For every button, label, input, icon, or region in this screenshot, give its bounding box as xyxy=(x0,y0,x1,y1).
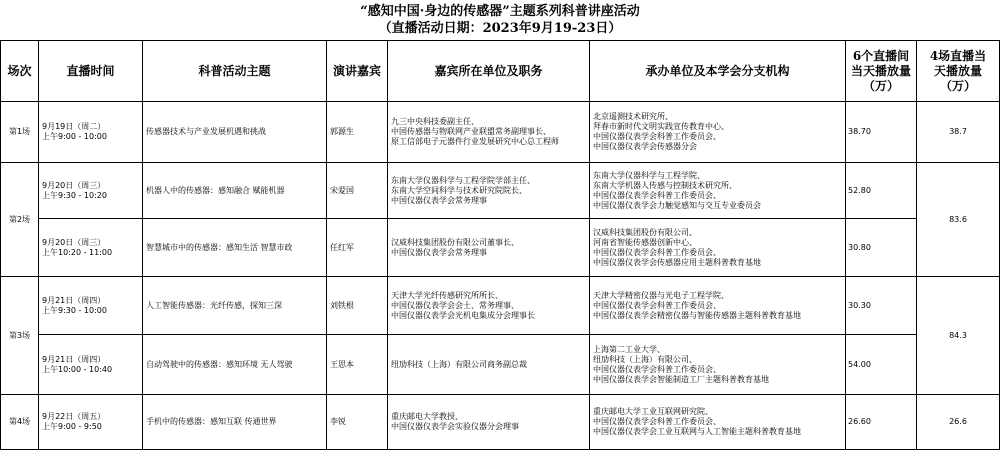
date-text: 9月20日（周三） xyxy=(42,180,106,190)
time-text: 上午9:00 - 9:50 xyxy=(42,422,102,431)
organizer-line: 汉威科技集团股份有限公司、 xyxy=(593,227,697,237)
organizer-line: 中国仪器仪表学会传感器应用主题科普教育基地 xyxy=(593,257,761,267)
time-text: 上午10:00 - 10:40 xyxy=(42,364,113,374)
affiliation-cell xyxy=(388,335,590,395)
col-total-line: 4场直播当 xyxy=(929,48,987,63)
session-cell: 第1场 xyxy=(1,102,39,163)
col-views-line: 当天播放量 xyxy=(850,63,911,78)
organizer-line: 东南大学仪器科学与工程学院、 xyxy=(593,170,705,180)
date-text: 9月20日（周三） xyxy=(42,237,106,247)
speaker-cell: 任红军 xyxy=(327,219,388,277)
speaker-cell: 王思本 xyxy=(327,335,388,395)
organizer-line: 拜春市新时代文明实践宣传教育中心、 xyxy=(593,122,729,131)
views-cell: 26.60 xyxy=(846,395,917,450)
time-text: 上午10:20 - 11:00 xyxy=(42,247,113,257)
organizer-line: 重庆邮电大学工业互联网研究院、 xyxy=(593,407,713,416)
total-cell: 26.6 xyxy=(917,395,1000,450)
organizer-line: 中国仪器仪表学会力触觉感知与交互专业委员会 xyxy=(593,200,761,210)
organizer-cell xyxy=(590,335,846,395)
organizer-cell xyxy=(590,102,846,163)
affiliation-line: 天津大学光纤传感研究所所长、 xyxy=(391,290,503,300)
total-cell: 38.7 xyxy=(917,102,1000,163)
time-cell xyxy=(39,335,143,395)
affiliation-line: 九三中央科技委副主任、 xyxy=(391,117,479,126)
col-total-line: （万） xyxy=(939,78,976,93)
affiliation-line: 中国仪器仪表学会常务理事 xyxy=(391,247,487,257)
affiliation-line: 中国传感器与物联网产业联盟常务副理事长、 xyxy=(391,127,551,136)
session-cell: 第4场 xyxy=(1,395,39,450)
topic-cell: 手机中的传感器：感知互联 传通世界 xyxy=(143,395,327,450)
organizer-line: 中国仪器仪表学会工业互联网与人工智能主题科普教育基地 xyxy=(593,427,801,436)
col-organizer: 承办单位及本学会分支机构 xyxy=(590,41,846,102)
organizer-cell xyxy=(590,277,846,335)
date-text: 9月22日（周五） xyxy=(42,412,106,421)
speaker-cell: 刘铁根 xyxy=(327,277,388,335)
document-title: “感知中国·身边的传感器”主题系列科普讲座活动 xyxy=(360,4,640,19)
topic-cell: 智慧城市中的传感器：感知生活 智慧市政 xyxy=(143,219,327,277)
affiliation-line: 汉威科技集团股份有限公司董事长、 xyxy=(391,237,519,247)
organizer-line: 中国仪器仪表学会传感器分会 xyxy=(593,142,697,151)
time-cell xyxy=(39,395,143,450)
organizer-line: 中国仪器仪表学会科普工作委员会、 xyxy=(593,417,721,426)
views-cell: 30.30 xyxy=(846,277,917,335)
topic-cell: 机器人中的传感器：感知融合 赋能机器 xyxy=(143,163,327,219)
affiliation-line: 东南大学仪器科学与工程学院学部主任、 xyxy=(391,175,535,185)
organizer-line: 东南大学机器人传感与控制技术研究所、 xyxy=(593,180,737,190)
topic-cell: 传感器技术与产业发展机遇和挑战 xyxy=(143,102,327,163)
affiliation-line: 中国仪器仪表学会实验仪器分会理事 xyxy=(391,422,519,431)
organizer-line: 中国仪器仪表学会科普工作委员会、 xyxy=(593,190,721,200)
time-text: 上午9:30 - 10:20 xyxy=(42,190,107,200)
session-cell: 第2场 xyxy=(1,163,39,277)
organizer-line: 天津大学精密仪器与光电子工程学院、 xyxy=(593,290,729,300)
views-cell: 54.00 xyxy=(846,335,917,395)
affiliation-cell xyxy=(388,102,590,163)
views-cell: 52.80 xyxy=(846,163,917,219)
col-total xyxy=(917,41,1000,102)
organizer-line: 上海第二工业大学、 xyxy=(593,344,665,354)
speaker-cell: 郭源生 xyxy=(327,102,388,163)
topic-cell: 自动驾驶中的传感器：感知环境 无人驾驶 xyxy=(143,335,327,395)
date-text: 9月21日（周四） xyxy=(42,354,106,364)
speaker-cell: 宋爱国 xyxy=(327,163,388,219)
organizer-line: 中国仪器仪表学会科普工作委员会、 xyxy=(593,300,721,310)
affiliation-cell xyxy=(388,277,590,335)
table-row xyxy=(1,219,1000,277)
table-row xyxy=(1,163,1000,219)
total-cell: 83.6 xyxy=(917,163,1000,277)
affiliation-line: 中国仪器仪表学会常务理事 xyxy=(391,195,487,205)
col-views-line: （万） xyxy=(862,78,899,93)
session-cell: 第3场 xyxy=(1,277,39,395)
speaker-cell: 李锐 xyxy=(327,395,388,450)
affiliation-cell xyxy=(388,163,590,219)
organizer-line: 纽劢科技（上海）有限公司、 xyxy=(593,354,697,364)
organizer-line: 中国仪器仪表学会科普工作委员会、 xyxy=(593,132,721,141)
col-topic: 科普活动主题 xyxy=(143,41,327,102)
organizer-line: 中国仪器仪表学会科普工作委员会、 xyxy=(593,364,721,374)
document-subtitle: （直播活动日期：2023年9月19-23日） xyxy=(378,21,622,36)
organizer-cell xyxy=(590,163,846,219)
time-text: 上午9:00 - 10:00 xyxy=(42,132,107,141)
organizer-line: 中国仪器仪表学会智能制造工厂主题科普教育基地 xyxy=(593,374,769,384)
header-row xyxy=(1,41,1000,102)
col-views xyxy=(846,41,917,102)
organizer-cell xyxy=(590,395,846,450)
col-session: 场次 xyxy=(1,41,39,102)
total-cell: 84.3 xyxy=(917,277,1000,395)
table-row xyxy=(1,277,1000,335)
col-affiliation: 嘉宾所在单位及职务 xyxy=(388,41,590,102)
affiliation-line: 重庆邮电大学教授、 xyxy=(391,412,463,421)
date-text: 9月21日（周四） xyxy=(42,295,106,305)
organizer-line: 北京遥测技术研究所、 xyxy=(593,112,673,121)
organizer-line: 中国仪器仪表学会科普工作委员会、 xyxy=(593,247,721,257)
organizer-cell xyxy=(590,219,846,277)
affiliation-cell xyxy=(388,395,590,450)
time-cell xyxy=(39,277,143,335)
col-speaker: 演讲嘉宾 xyxy=(327,41,388,102)
time-text: 上午9:30 - 10:00 xyxy=(42,305,107,315)
affiliation-line: 纽劢科技（上海）有限公司商务副总裁 xyxy=(391,359,527,369)
views-cell: 30.80 xyxy=(846,219,917,277)
schedule-table xyxy=(0,40,1000,450)
organizer-line: 河南省智能传感器创新中心、 xyxy=(593,237,697,247)
affiliation-line: 东南大学空间科学与技术研究院院长、 xyxy=(391,185,527,195)
col-views-line: 6个直播间 xyxy=(852,48,910,63)
affiliation-line: 原工信部电子元器件行业发展研究中心总工程师 xyxy=(391,137,559,146)
col-total-line: 天播放量 xyxy=(933,63,982,78)
affiliation-cell xyxy=(388,219,590,277)
time-cell xyxy=(39,219,143,277)
col-time: 直播时间 xyxy=(39,41,143,102)
affiliation-line: 中国仪器仪表学会光机电集成分会理事长 xyxy=(391,310,535,320)
date-text: 9月19日（周二） xyxy=(42,122,106,131)
table-row xyxy=(1,102,1000,163)
table-row xyxy=(1,335,1000,395)
views-cell: 38.70 xyxy=(846,102,917,163)
topic-cell: 人工智能传感器：光纤传感，探知三深 xyxy=(143,277,327,335)
time-cell xyxy=(39,163,143,219)
time-cell xyxy=(39,102,143,163)
table-row xyxy=(1,395,1000,450)
affiliation-line: 中国仪器仪表学会会士、常务理事、 xyxy=(391,300,519,310)
organizer-line: 中国仪器仪表学会精密仪器与智能传感器主题科普教育基地 xyxy=(593,310,801,320)
